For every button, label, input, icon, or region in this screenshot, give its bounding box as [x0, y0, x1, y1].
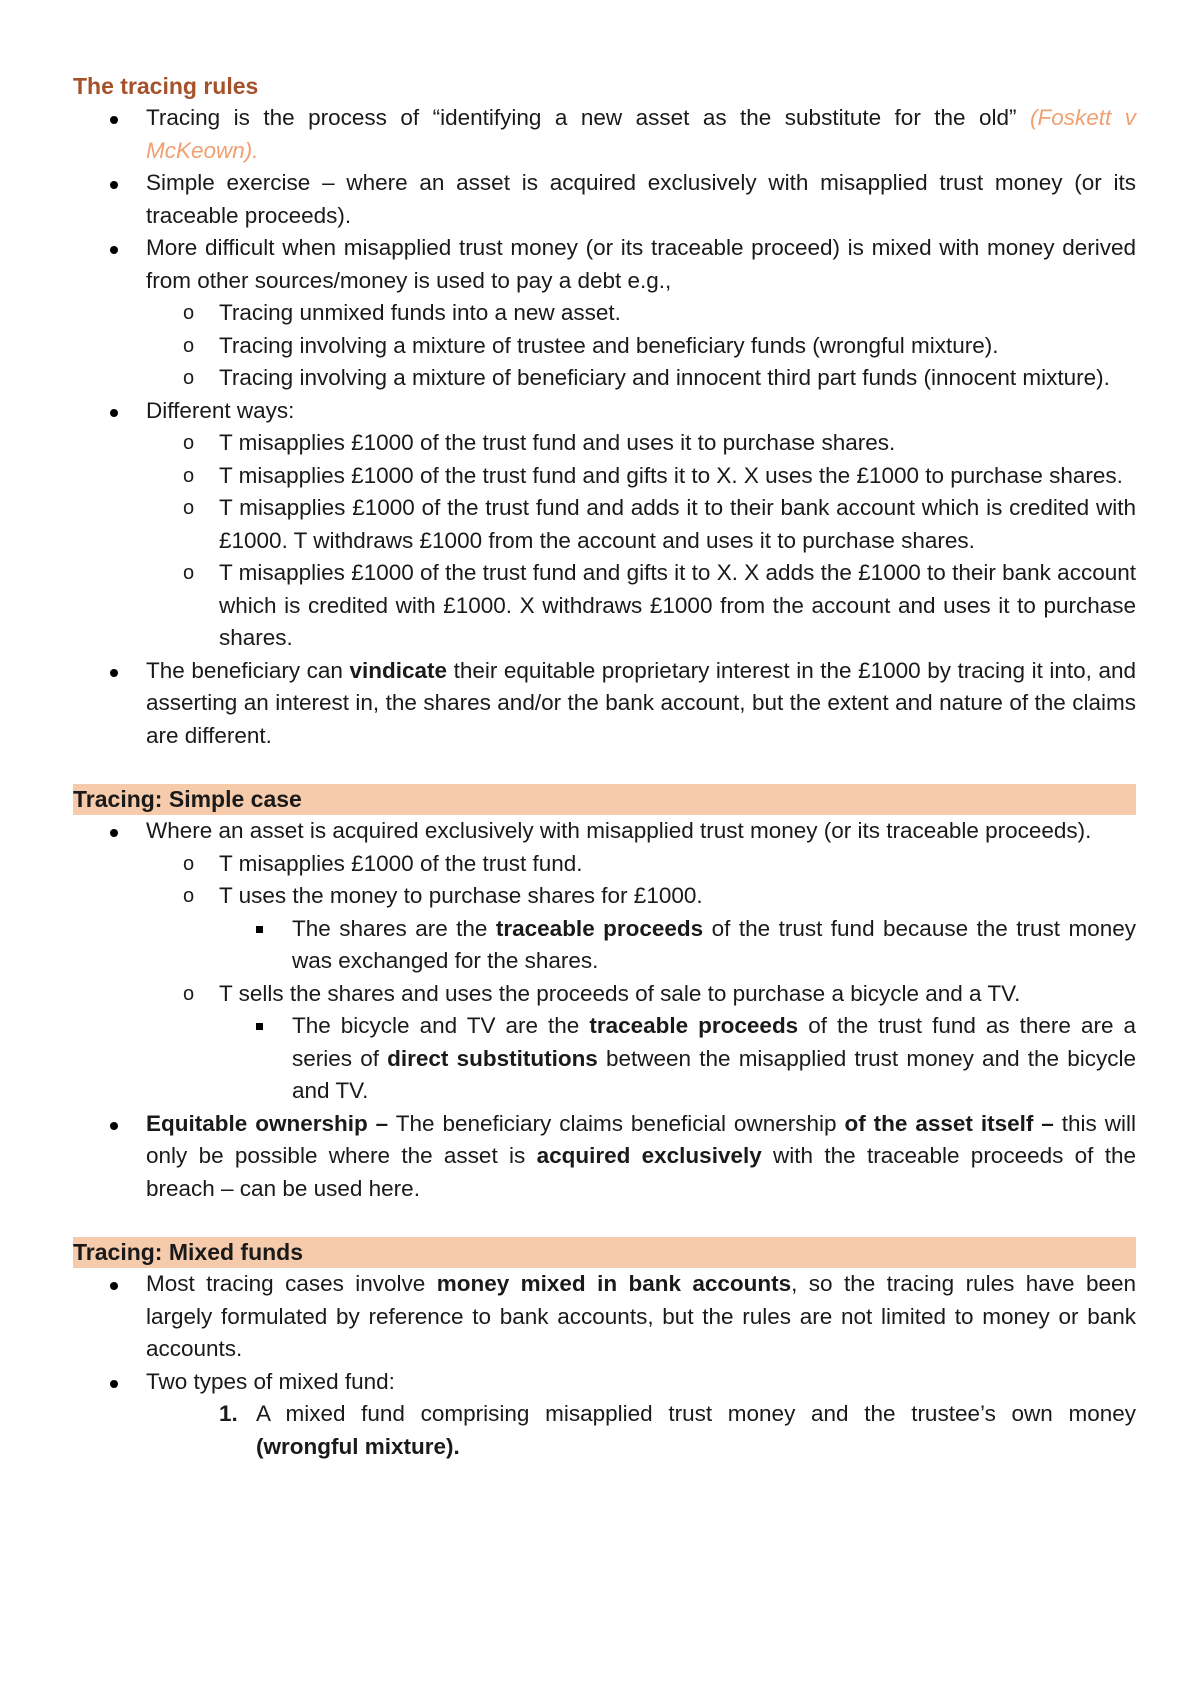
bullet-icon: [110, 1122, 118, 1130]
bullet-icon: [110, 409, 118, 417]
list-item: [73, 102, 1136, 167]
sub-sub-list-item-text: between the misapplied trust money and the bicycle and TV.: [292, 1045, 1136, 1103]
list-item-text: The beneficiary claims beneficial ownership: [388, 1110, 845, 1136]
square-bullet-icon: [256, 1023, 263, 1030]
sub-list-item: [73, 330, 1136, 363]
list-item: [73, 1108, 1136, 1206]
sub-sub-list-item: [73, 913, 1136, 978]
bullet-icon: [110, 181, 118, 189]
sub-list-item: [73, 297, 1136, 330]
bold-term: traceable proceeds: [589, 1013, 799, 1038]
circle-bullet-icon: o: [183, 497, 195, 519]
list-item: [73, 815, 1136, 848]
list-item-text: Most tracing cases involve: [146, 1271, 437, 1296]
list-item-text: , so the tracing rules have been largely formulated by reference to bank accounts, but the rules are not limited to money or bank accounts.: [146, 1271, 1136, 1361]
list-item-text: this will only be possible where the asset is: [146, 1110, 1136, 1168]
sub-list-item: [73, 460, 1136, 493]
sub-sub-list-item-text: The shares are the: [292, 915, 496, 941]
list-item-text: Tracing is the process of “identifying a new asset as the substitute for the old”: [146, 105, 1031, 130]
bold-term: Equitable ownership –: [146, 1110, 389, 1136]
bullet-icon: [110, 246, 118, 254]
sub-list-item-text: Tracing involving a mixture of trustee and beneficiary funds (wrongful mixture).: [219, 332, 999, 358]
bold-term: vindicate: [349, 657, 448, 683]
circle-bullet-icon: o: [183, 334, 195, 357]
circle-bullet-icon: o: [183, 464, 195, 487]
tracing-rules-list: [73, 102, 1136, 752]
list-item-text: with the traceable proceeds of the breach – can be used here.: [146, 1143, 1137, 1201]
sub-list-item: [73, 362, 1136, 395]
bold-term: acquired exclusively: [536, 1143, 762, 1168]
mixed-funds-list: [73, 1268, 1136, 1463]
sub-list-item-text: T misapplies £1000 of the trust fund.: [219, 850, 583, 876]
bullet-icon: [110, 829, 118, 837]
circle-bullet-icon: o: [183, 367, 195, 389]
bullet-icon: [110, 1380, 118, 1388]
sub-list-item: [73, 427, 1136, 460]
sub-list-item: [73, 880, 1136, 913]
sub-list-item-text: Tracing unmixed funds into a new asset.: [219, 300, 621, 325]
heading-simple-case: Tracing: Simple case: [73, 784, 1136, 815]
sub-list-item-text: T uses the money to purchase shares for £1000.: [219, 883, 703, 908]
bullet-icon: [110, 116, 118, 124]
list-item: [73, 655, 1136, 753]
list-item-text: Different ways:: [146, 397, 295, 423]
square-bullet-icon: [256, 926, 263, 933]
sub-list-item-text: T misapplies £1000 of the trust fund and gifts it to X. X adds the £1000 to their bank account which is credited with £1000. X withdraws £1000 from the account and uses it to purchase shares.: [219, 560, 1136, 650]
list-item-text: The beneficiary can: [146, 657, 350, 683]
bold-term: (wrongful mixture).: [256, 1433, 460, 1459]
list-item-text: Two types of mixed fund:: [146, 1368, 395, 1394]
sub-sub-list-item-text: of the trust fund as there are a series of: [292, 1013, 1136, 1071]
circle-bullet-icon: o: [183, 852, 195, 875]
bold-term: of the asset itself –: [844, 1110, 1054, 1136]
list-item: [73, 1268, 1136, 1366]
list-item-text: their equitable proprietary interest in the £1000 by tracing it into, and asserting an interest in, the shares and/or the bank account, but the extent and nature of the claims are different.: [146, 657, 1136, 748]
bold-term: money mixed in bank accounts: [436, 1271, 792, 1296]
list-item-text: Simple exercise – where an asset is acquired exclusively with misapplied trust money (or its traceable proceeds).: [146, 170, 1136, 228]
case-citation: (Foskett v McKeown).: [146, 105, 1136, 163]
sub-list-item: [73, 492, 1136, 557]
numbered-list-item: [73, 1398, 1136, 1463]
list-item: [73, 1366, 1136, 1399]
circle-bullet-icon: o: [183, 885, 195, 907]
list-item: [73, 395, 1136, 428]
list-number: 1.: [219, 1401, 238, 1426]
heading-mixed-funds: Tracing: Mixed funds: [73, 1237, 1136, 1268]
bold-term: traceable proceeds: [495, 915, 704, 941]
heading-tracing-rules: The tracing rules: [73, 73, 259, 99]
sub-list-item: [73, 848, 1136, 881]
list-item: [73, 232, 1136, 297]
sub-list-item-text: T misapplies £1000 of the trust fund and uses it to purchase shares.: [219, 430, 896, 455]
list-item-text: Where an asset is acquired exclusively with misapplied trust money (or its traceable proceeds).: [146, 818, 1092, 843]
sub-sub-list-item-text: The bicycle and TV are the: [292, 1013, 590, 1038]
circle-bullet-icon: o: [183, 302, 195, 324]
circle-bullet-icon: o: [183, 432, 195, 454]
circle-bullet-icon: o: [183, 982, 195, 1005]
simple-case-list: [73, 815, 1136, 1205]
sub-list-item-text: T sells the shares and uses the proceeds of sale to purchase a bicycle and a TV.: [219, 980, 1021, 1006]
bullet-icon: [110, 669, 118, 677]
sub-list-item-text: Tracing involving a mixture of beneficiary and innocent third part funds (innocent mixture).: [219, 365, 1110, 390]
list-item: [73, 167, 1136, 232]
bold-term: direct substitutions: [387, 1045, 598, 1071]
sub-list-item: [73, 978, 1136, 1011]
numbered-list-item-text: A mixed fund comprising misapplied trust money and the trustee’s own money: [256, 1401, 1136, 1426]
sub-sub-list-item-text: of the trust fund because the trust money was exchanged for the shares.: [292, 915, 1137, 973]
list-item-text: More difficult when misapplied trust money (or its traceable proceed) is mixed with money derived from other sources/money is used to pay a debt e.g.,: [146, 235, 1136, 293]
circle-bullet-icon: o: [183, 562, 195, 584]
sub-list-item-text: T misapplies £1000 of the trust fund and adds it to their bank account which is credited with £1000. T withdraws £1000 from the account and uses it to purchase shares.: [219, 495, 1136, 553]
bullet-icon: [110, 1282, 118, 1290]
sub-sub-list-item: [73, 1010, 1136, 1108]
sub-list-item: [73, 557, 1136, 655]
sub-list-item-text: T misapplies £1000 of the trust fund and gifts it to X. X uses the £1000 to purchase shares.: [219, 462, 1123, 488]
